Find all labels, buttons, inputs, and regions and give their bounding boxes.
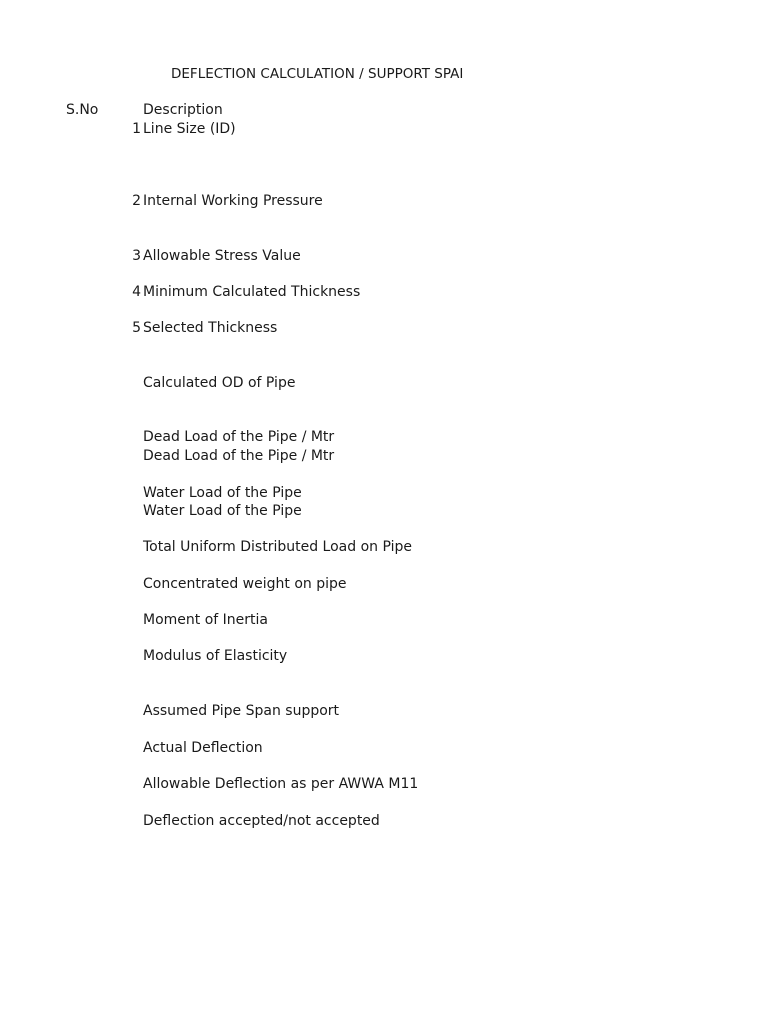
row-description: Selected Thickness	[143, 320, 278, 336]
row-description: Total Uniform Distributed Load on Pipe	[143, 539, 412, 555]
row-description: Assumed Pipe Span support	[143, 703, 340, 719]
row-description: Dead Load of the Pipe / Mtr	[143, 429, 335, 445]
table-row	[0, 539, 768, 557]
row-number: 3	[132, 248, 141, 264]
page-title: DEFLECTION CALCULATION / SUPPORT SPAI	[171, 66, 464, 82]
row-description: Water Load of the Pipe	[143, 485, 302, 501]
row-description: Allowable Deflection as per AWWA M11	[143, 776, 419, 792]
row-description: Concentrated weight on pipe	[143, 576, 347, 592]
column-header-description: Description	[143, 102, 223, 118]
table-row	[0, 776, 768, 794]
table-row	[0, 375, 768, 393]
table-row	[0, 248, 768, 266]
row-number: 5	[132, 320, 141, 336]
table-row	[0, 740, 768, 758]
row-number: 1	[132, 121, 141, 137]
table-row	[0, 193, 768, 211]
row-description: Dead Load of the Pipe / Mtr	[143, 448, 335, 464]
row-description: Allowable Stress Value	[143, 248, 301, 264]
row-description: Calculated OD of Pipe	[143, 375, 296, 391]
row-description: Water Load of the Pipe	[143, 503, 302, 519]
row-description: Deflection accepted/not accepted	[143, 813, 380, 829]
row-description: Actual Deflection	[143, 740, 263, 756]
table-row	[0, 320, 768, 338]
column-header-sno: S.No	[66, 102, 99, 118]
table-row	[0, 485, 768, 503]
table-row	[0, 576, 768, 594]
table-row	[0, 429, 768, 447]
table-row	[0, 612, 768, 630]
row-description: Moment of Inertia	[143, 612, 268, 628]
row-description: Minimum Calculated Thickness	[143, 284, 361, 300]
table-row	[0, 648, 768, 666]
table-row	[0, 121, 768, 139]
row-number: 4	[132, 284, 141, 300]
row-description: Internal Working Pressure	[143, 193, 323, 209]
row-number: 2	[132, 193, 141, 209]
table-row	[0, 813, 768, 831]
row-description: Line Size (ID)	[143, 121, 236, 137]
table-row	[0, 448, 768, 466]
row-description: Modulus of Elasticity	[143, 648, 288, 664]
table-row	[0, 703, 768, 721]
table-row	[0, 503, 768, 521]
table-row	[0, 284, 768, 302]
